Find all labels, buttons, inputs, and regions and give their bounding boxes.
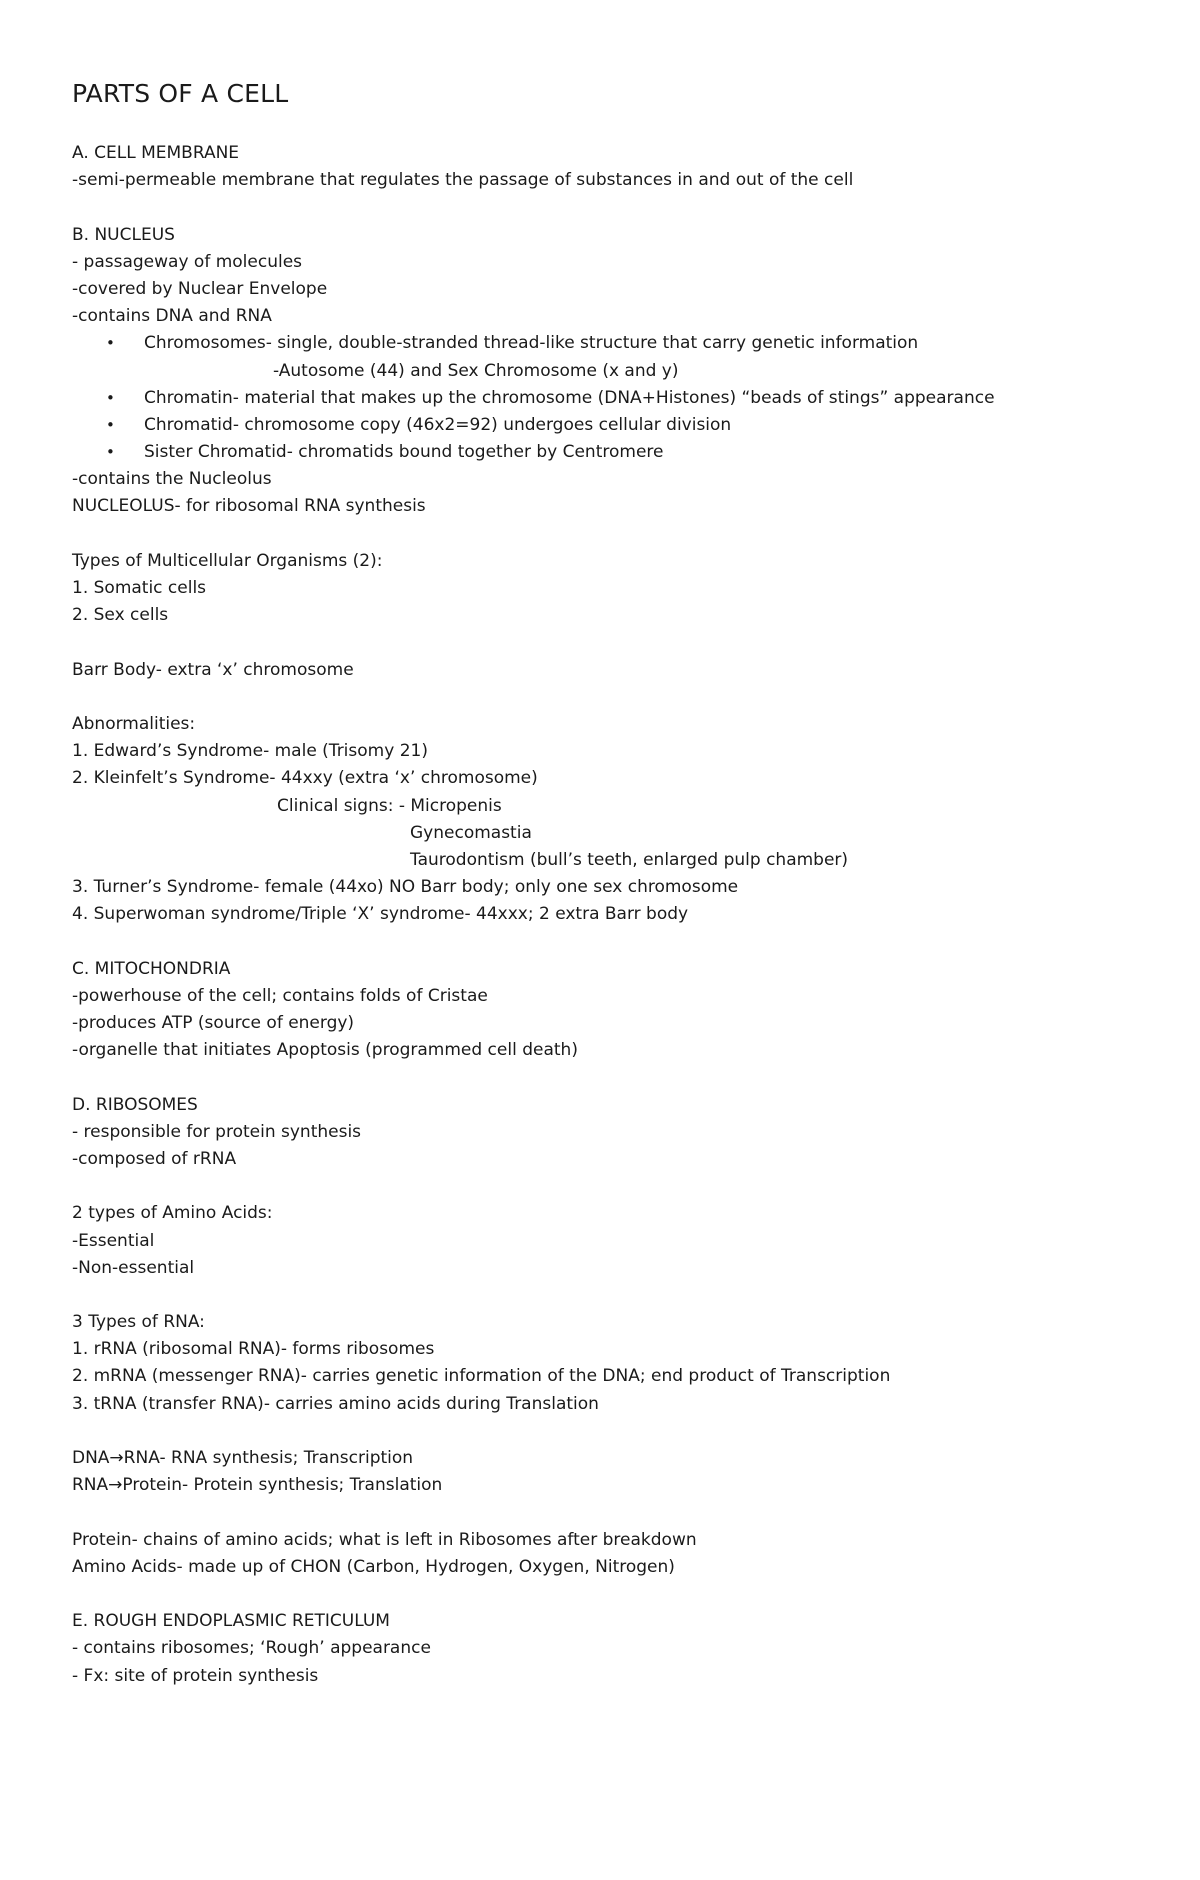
section-heading-mitochondria: C. MITOCHONDRIA (72, 958, 231, 979)
spacer (72, 1418, 1152, 1445)
spacer (72, 1282, 1152, 1309)
list-item: 1. rRNA (ribosomal RNA)- forms ribosomes (72, 1339, 435, 1360)
bullet-icon: • (106, 443, 115, 462)
clinical-sign-item: Taurodontism (bull’s teeth, enlarged pulp chamber) (410, 849, 849, 870)
list-item: -Essential (72, 1230, 155, 1251)
organism-types-heading: Types of Multicellular Organisms (2): (72, 550, 383, 571)
spacer (72, 1581, 1152, 1608)
bullet-item-chromatin (72, 385, 1152, 412)
barr-body-definition: Barr Body- extra ‘x’ chromosome (72, 659, 354, 680)
nucleus-line: - passageway of molecules (72, 251, 303, 272)
list-item: 2. Kleinfelt’s Syndrome- 44xxy (extra ‘x’ chromosome) (72, 768, 538, 789)
amino-acids-heading: 2 types of Amino Acids: (72, 1203, 273, 1224)
list-item: 2. Sex cells (72, 605, 169, 626)
abnormalities-heading: Abnormalities: (72, 713, 196, 734)
section-heading-ribosomes: D. RIBOSOMES (72, 1094, 198, 1115)
bullet-text: Chromosomes- single, double-stranded thread-like structure that carry genetic information (144, 333, 919, 354)
list-item: 3. Turner’s Syndrome- female (44xo) NO Barr body; only one sex chromosome (72, 877, 739, 898)
nucleolus-line: -contains the Nucleolus (72, 469, 272, 490)
bullet-icon: • (106, 388, 115, 407)
list-item: -Non-essential (72, 1257, 195, 1278)
ribosomes-line: -composed of rRNA (72, 1148, 237, 1169)
list-item: 3. tRNA (transfer RNA)- carries amino acids during Translation (72, 1393, 599, 1414)
list-item: 2. mRNA (messenger RNA)- carries genetic information of the DNA; end product of Transcription (72, 1366, 891, 1387)
spacer (72, 1499, 1152, 1526)
protein-line: Amino Acids- made up of CHON (Carbon, Hydrogen, Oxygen, Nitrogen) (72, 1556, 675, 1577)
bullet-item-sister-chromatid (72, 439, 1152, 466)
section-heading-rough-er: E. ROUGH ENDOPLASMIC RETICULUM (72, 1611, 390, 1632)
clinical-signs: Clinical signs: - Micropenis (277, 795, 502, 816)
cell-membrane-desc: -semi-permeable membrane that regulates the passage of substances in and out of the cell (72, 170, 854, 191)
spacer (72, 629, 1152, 656)
mitochondria-line: -organelle that initiates Apoptosis (programmed cell death) (72, 1040, 578, 1061)
bullet-item-chromosomes (72, 330, 1152, 357)
mitochondria-line: -powerhouse of the cell; contains folds of Cristae (72, 985, 488, 1006)
nucleolus-definition: NUCLEOLUS- for ribosomal RNA synthesis (72, 496, 426, 517)
bullet-icon: • (106, 415, 115, 434)
bullet-text: Chromatid- chromosome copy (46x2=92) undergoes cellular division (144, 414, 732, 435)
bullet-text: Chromatin- material that makes up the chromosome (DNA+Histones) “beads of stings” appearance (144, 387, 995, 408)
ribosomes-line: - responsible for protein synthesis (72, 1121, 362, 1142)
spacer (72, 928, 1152, 955)
rna-types-heading: 3 Types of RNA: (72, 1312, 205, 1333)
page-title: PARTS OF A CELL (72, 79, 289, 108)
nucleus-line: -contains DNA and RNA (72, 306, 272, 327)
bullet-icon: • (106, 334, 115, 353)
bullet-item-chromatid (72, 412, 1152, 439)
nucleus-line: -covered by Nuclear Envelope (72, 278, 328, 299)
spacer (72, 1173, 1152, 1200)
section-heading-cell-membrane: A. CELL MEMBRANE (72, 143, 240, 163)
mitochondria-line: -produces ATP (source of energy) (72, 1013, 355, 1033)
list-item: 1. Edward’s Syndrome- male (Trisomy 21) (72, 741, 428, 762)
clinical-sign-item: Gynecomastia (410, 822, 532, 843)
spacer (72, 194, 1152, 221)
list-item: 1. Somatic cells (72, 578, 207, 598)
spacer (72, 1064, 1152, 1091)
autosome-note: -Autosome (44) and Sex Chromosome (x and y) (273, 360, 679, 381)
synthesis-line: RNA→Protein- Protein synthesis; Translation (72, 1475, 443, 1496)
synthesis-line: DNA→RNA- RNA synthesis; Transcription (72, 1448, 414, 1468)
section-heading-nucleus: B. NUCLEUS (72, 224, 175, 245)
rough-er-line: - Fx: site of protein synthesis (72, 1665, 319, 1686)
list-item: 4. Superwoman syndrome/Triple ‘X’ syndrome- 44xxx; 2 extra Barr body (72, 904, 689, 925)
protein-line: Protein- chains of amino acids; what is left in Ribosomes after breakdown (72, 1529, 697, 1550)
spacer (72, 521, 1152, 548)
bullet-text: Sister Chromatid- chromatids bound together by Centromere (144, 442, 664, 463)
spacer (72, 684, 1152, 711)
document-body (72, 140, 1152, 1690)
rough-er-line: - contains ribosomes; ‘Rough’ appearance (72, 1638, 431, 1659)
